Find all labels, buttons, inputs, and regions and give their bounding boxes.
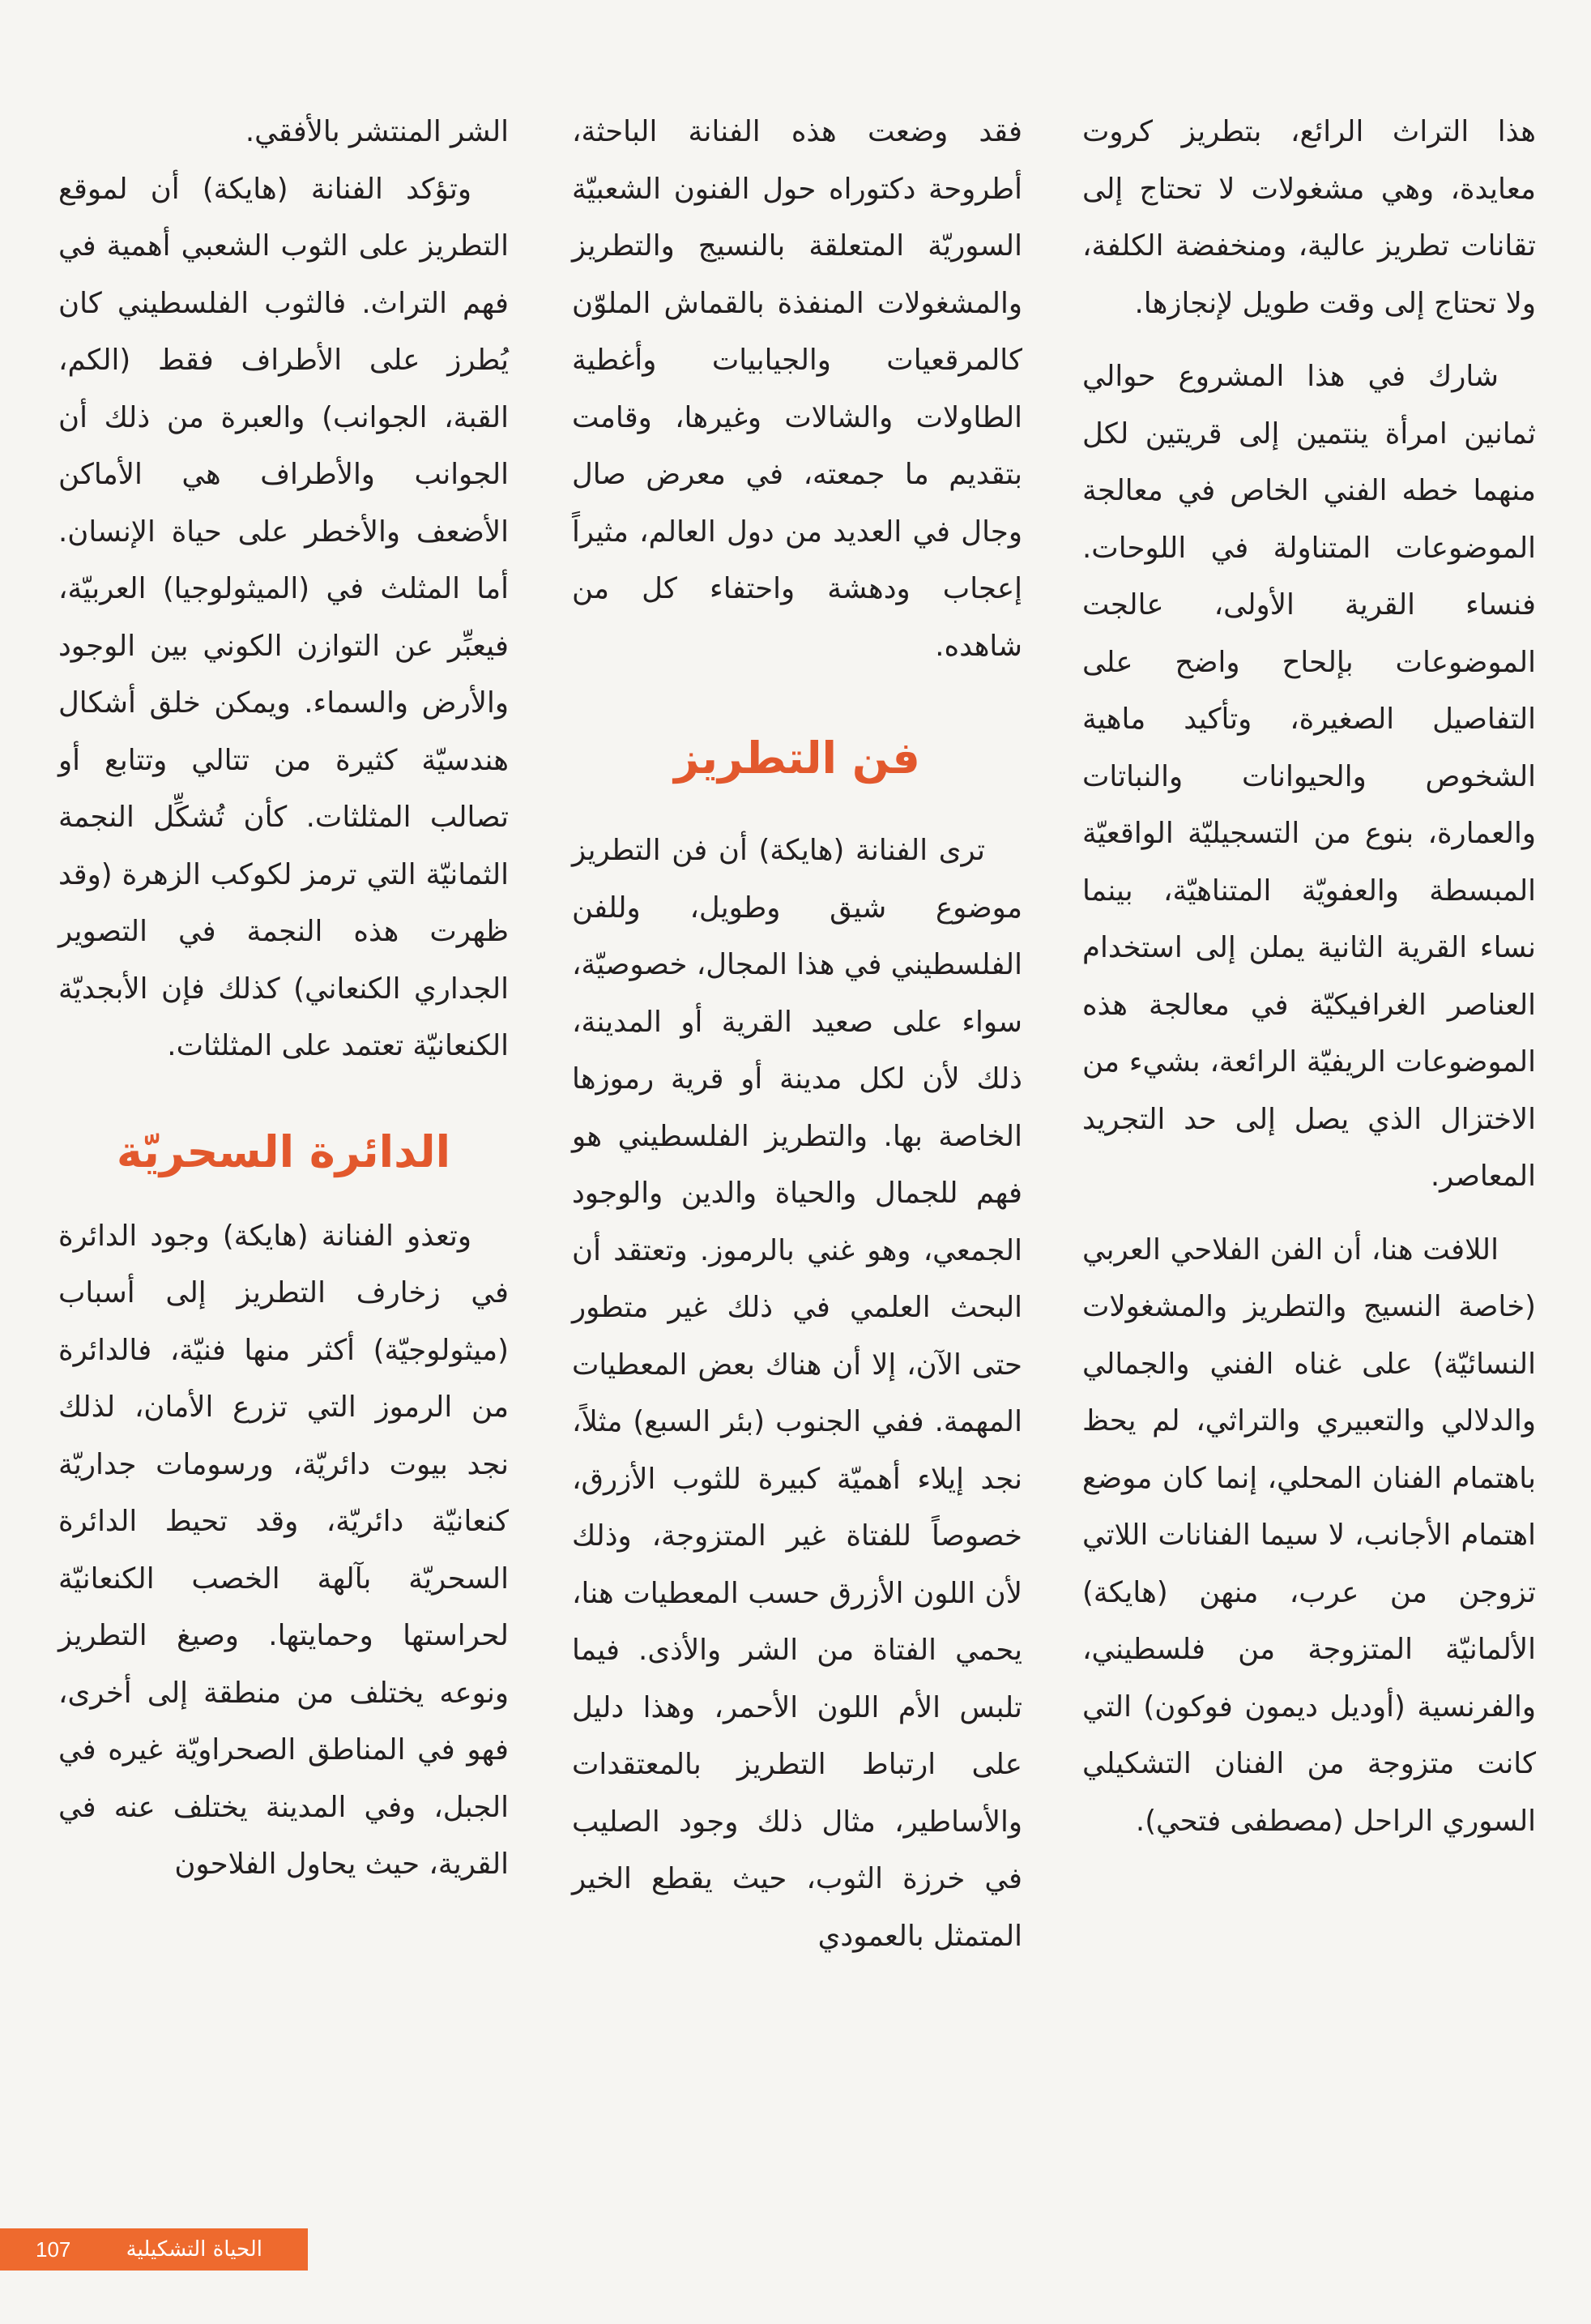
- paragraph: شارك في هذا المشروع حوالي ثمانين امرأة ينتمين إلى قريتين لكل منهما خطه الفني الخاص في معالجة الموضوعات المتناولة في اللوحات. فنساء القرية الأولى، عالجت الموضوعات بإلحاح واضح على التفاصيل الصغيرة، وتأكيد ماهية الشخوص والحيوانات والنباتات والعمارة، بنوع من التسجيليّة الواقعيّة المبسطة والعفويّة المتناهيّة، بينما نساء القرية الثانية يملن إلى استخدام العناصر الغرافيكيّة في معالجة هذه الموضوعات الريفيّة الرائعة، بشيء من الاختزال الذي يصل إلى حد التجريد المعاصر.: [1082, 360, 1536, 1193]
- page-footer: [0, 2228, 308, 2271]
- article-column-left: [58, 104, 509, 1894]
- paragraph: الشر المنتشر بالأفقي.: [245, 115, 509, 148]
- paragraph: هذا التراث الرائع، بتطريز كروت معايدة، وهي مشغولات لا تحتاج إلى تقانات تطريز عالية، ومنخفضة الكلفة، ولا تحتاج إلى وقت طويل لإنجازها.: [1082, 115, 1536, 320]
- section-heading-embroidery: فن التطريز: [674, 733, 920, 784]
- magazine-name: الحياة التشكيلية: [126, 2237, 262, 2262]
- section-heading-magic-circle: الدائرة السحريّة: [116, 1126, 451, 1177]
- page-number: 107: [36, 2236, 71, 2262]
- paragraph: اللافت هنا، أن الفن الفلاحي العربي (خاصة النسيج والتطريز والمشغولات النسائيّة) على غناه الفني والجمالي والدلالي والتعبيري والتراثي، لم يحظ باهتمام الفنان المحلي، إنما كان موضع اهتمام الأجانب، لا سيما الفنانات اللاتي تزوجن من عرب، منهن (هايكة) الألمانيّة المتزوجة من فلسطيني، والفرنسية (أوديل ديمون فوكون) التي كانت متزوجة من الفنان التشكيلي السوري الراحل (مصطفى فتحي).: [1082, 1232, 1536, 1838]
- paragraph: وتعذو الفنانة (هايكة) وجود الدائرة في زخارف التطريز إلى أسباب (ميثولوجيّة) أكثر منها فنيّة، فالدائرة من الرموز التي تزرع الأمان، لذلك نجد بيوت دائريّة، ورسومات جداريّة كنعانيّة دائريّة، وقد تحيط الدائرة السحريّة بآلهة الخصب الكنعانيّة لحراستها وحمايتها. وصيغ التطريز ونوعه يختلف من منطقة إلى أخرى، فهو في المناطق الصحراويّة غيره في الجبل، وفي المدينة يختلف عنه في القرية، حيث يحاول الفلاحون: [58, 1219, 509, 1881]
- paragraph: فقد وضعت هذه الفنانة الباحثة، أطروحة دكتوراه حول الفنون الشعبيّة السوريّة المتعلقة بالنسيج والتطريز والمشغولات المنفذة بالقماش الملوّن كالمرقعيات والجيابيات وأغطية الطاولات والشالات وغيرها، وقامت بتقديم ما جمعته، في معرض صال وجال في العديد من دول العالم، مثيراً إعجاب ودهشة واحتفاء كل من شاهده.: [572, 115, 1022, 663]
- article-column-middle: [572, 104, 1022, 1965]
- paragraph: ترى الفنانة (هايكة) أن فن التطريز موضوع شيق وطويل، وللفن الفلسطيني في هذا المجال، خصوصيّة، سواء على صعيد القرية أو المدينة، ذلك لأن لكل مدينة أو قرية رموزها الخاصة بها. والتطريز الفلسطيني هو فهم للجمال والحياة والدين والوجود الجمعي، وهو غني بالرموز. وتعتقد أن البحث العلمي في ذلك غير متطور حتى الآن، إلا أن هناك بعض المعطيات المهمة. ففي الجنوب (بئر السبع) مثلاً، نجد إيلاء أهميّة كبيرة للثوب الأزرق، خصوصاً للفتاة غير المتزوجة، وذلك لأن اللون الأزرق حسب المعطيات هنا، يحمي الفتاة من الشر والأذى. فيما تلبس الأم اللون الأحمر، وهذا دليل على ارتباط التطريز بالمعتقدات والأساطير، مثال ذلك وجود الصليب في خرزة الثوب، حيث يقطع الخير المتمثل بالعمودي: [572, 834, 1022, 1953]
- paragraph: وتؤكد الفنانة (هايكة) أن لموقع التطريز على الثوب الشعبي أهمية في فهم التراث. فالثوب الفلسطيني كان يُطرز على الأطراف فقط (الكم، القبة، الجوانب) والعبرة من ذلك أن الجوانب والأطراف هي الأماكن الأضعف والأخطر على حياة الإنسان. أما المثلث في (الميثولوجيا) العربيّة، فيعبِّر عن التوازن الكوني بين الوجود والأرض والسماء. ويمكن خلق أشكال هندسيّة كثيرة من تتالي وتتابع أو تصالب المثلثات. كأن تُشكِّل النجمة الثمانيّة التي ترمز لكوكب الزهرة (وقد ظهرت هذه النجمة في التصوير الجداري الكنعاني) كذلك فإن الأبجديّة الكنعانيّة تعتمد على المثلثات.: [58, 172, 509, 1062]
- article-column-right: [1082, 104, 1536, 1850]
